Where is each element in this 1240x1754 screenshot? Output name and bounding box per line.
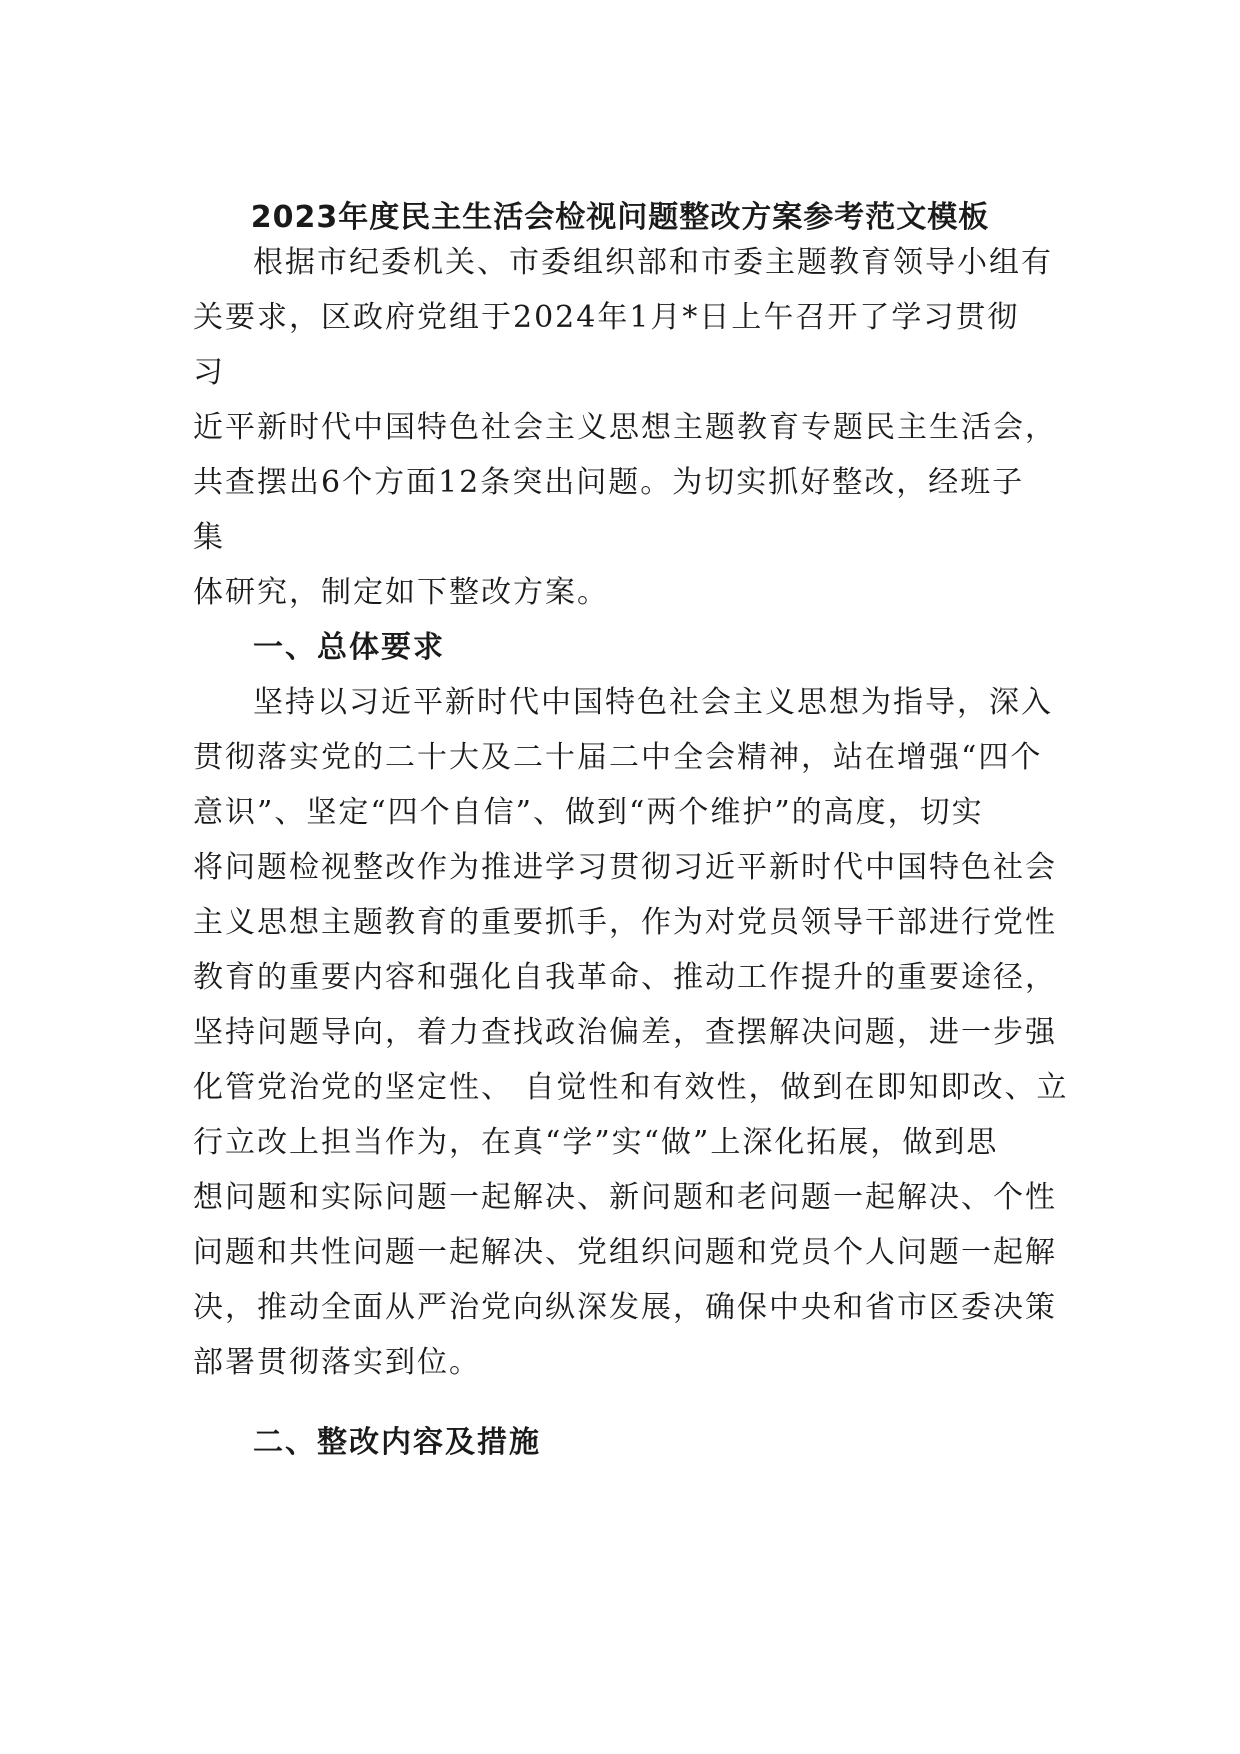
intro-line: 根据市纪委机关、市委组织部和市委主题教育领导小组有 xyxy=(253,245,1053,280)
body-line: 意识”、坚定“四个自信”、做到“两个维护”的高度，切实 xyxy=(193,795,984,830)
body-line: 想问题和实际问题一起解决、新问题和老问题一起解决、个性 xyxy=(193,1180,1057,1215)
body-line: 部署贯彻落实到位。 xyxy=(193,1345,481,1380)
body-line: 教育的重要内容和强化自我革命、推动工作提升的重要途径， xyxy=(193,960,1057,995)
body-line: 坚持以习近平新时代中国特色社会主义思想为指导，深入 xyxy=(253,685,1053,720)
body-line: 将问题检视整改作为推进学习贯彻习近平新时代中国特色社会 xyxy=(193,850,1057,885)
body-line: 决，推动全面从严治党向纵深发展，确保中央和省市区委决策 xyxy=(193,1290,1057,1325)
section-heading-overall: 一、总体要求 xyxy=(253,630,445,665)
body-line: 问题和共性问题一起解决、党组织问题和党员个人问题一起解 xyxy=(193,1235,1057,1270)
intro-line: 关要求，区政府党组于2024年1月*日上午召开了学习贯彻 xyxy=(193,300,1020,335)
body-line: 行立改上担当作为，在真“学”实“做”上深化拓展，做到思 xyxy=(193,1125,999,1160)
body-line: 化管党治党的坚定性、 自觉性和有效性，做到在即知即改、立 xyxy=(193,1070,1069,1105)
intro-line: 共查摆出6个方面12条突出问题。为切实抓好整改，经班子 xyxy=(193,465,1025,500)
body-line: 坚持问题导向，着力查找政治偏差，查摆解决问题，进一步强 xyxy=(193,1015,1057,1050)
body-line: 贯彻落实党的二十大及二十届二中全会精神，站在增强“四个 xyxy=(193,740,1043,775)
document-title: 2023年度民主生活会检视问题整改方案参考范文模板 xyxy=(250,200,990,235)
body-line: 主义思想主题教育的重要抓手，作为对党员领导干部进行党性 xyxy=(193,905,1057,940)
intro-line: 集 xyxy=(193,520,225,555)
intro-line: 近平新时代中国特色社会主义思想主题教育专题民主生活会， xyxy=(193,410,1057,445)
intro-line: 体研究，制定如下整改方案。 xyxy=(193,575,609,610)
intro-line: 习 xyxy=(193,355,225,390)
section-heading-measures: 二、整改内容及措施 xyxy=(253,1425,541,1460)
